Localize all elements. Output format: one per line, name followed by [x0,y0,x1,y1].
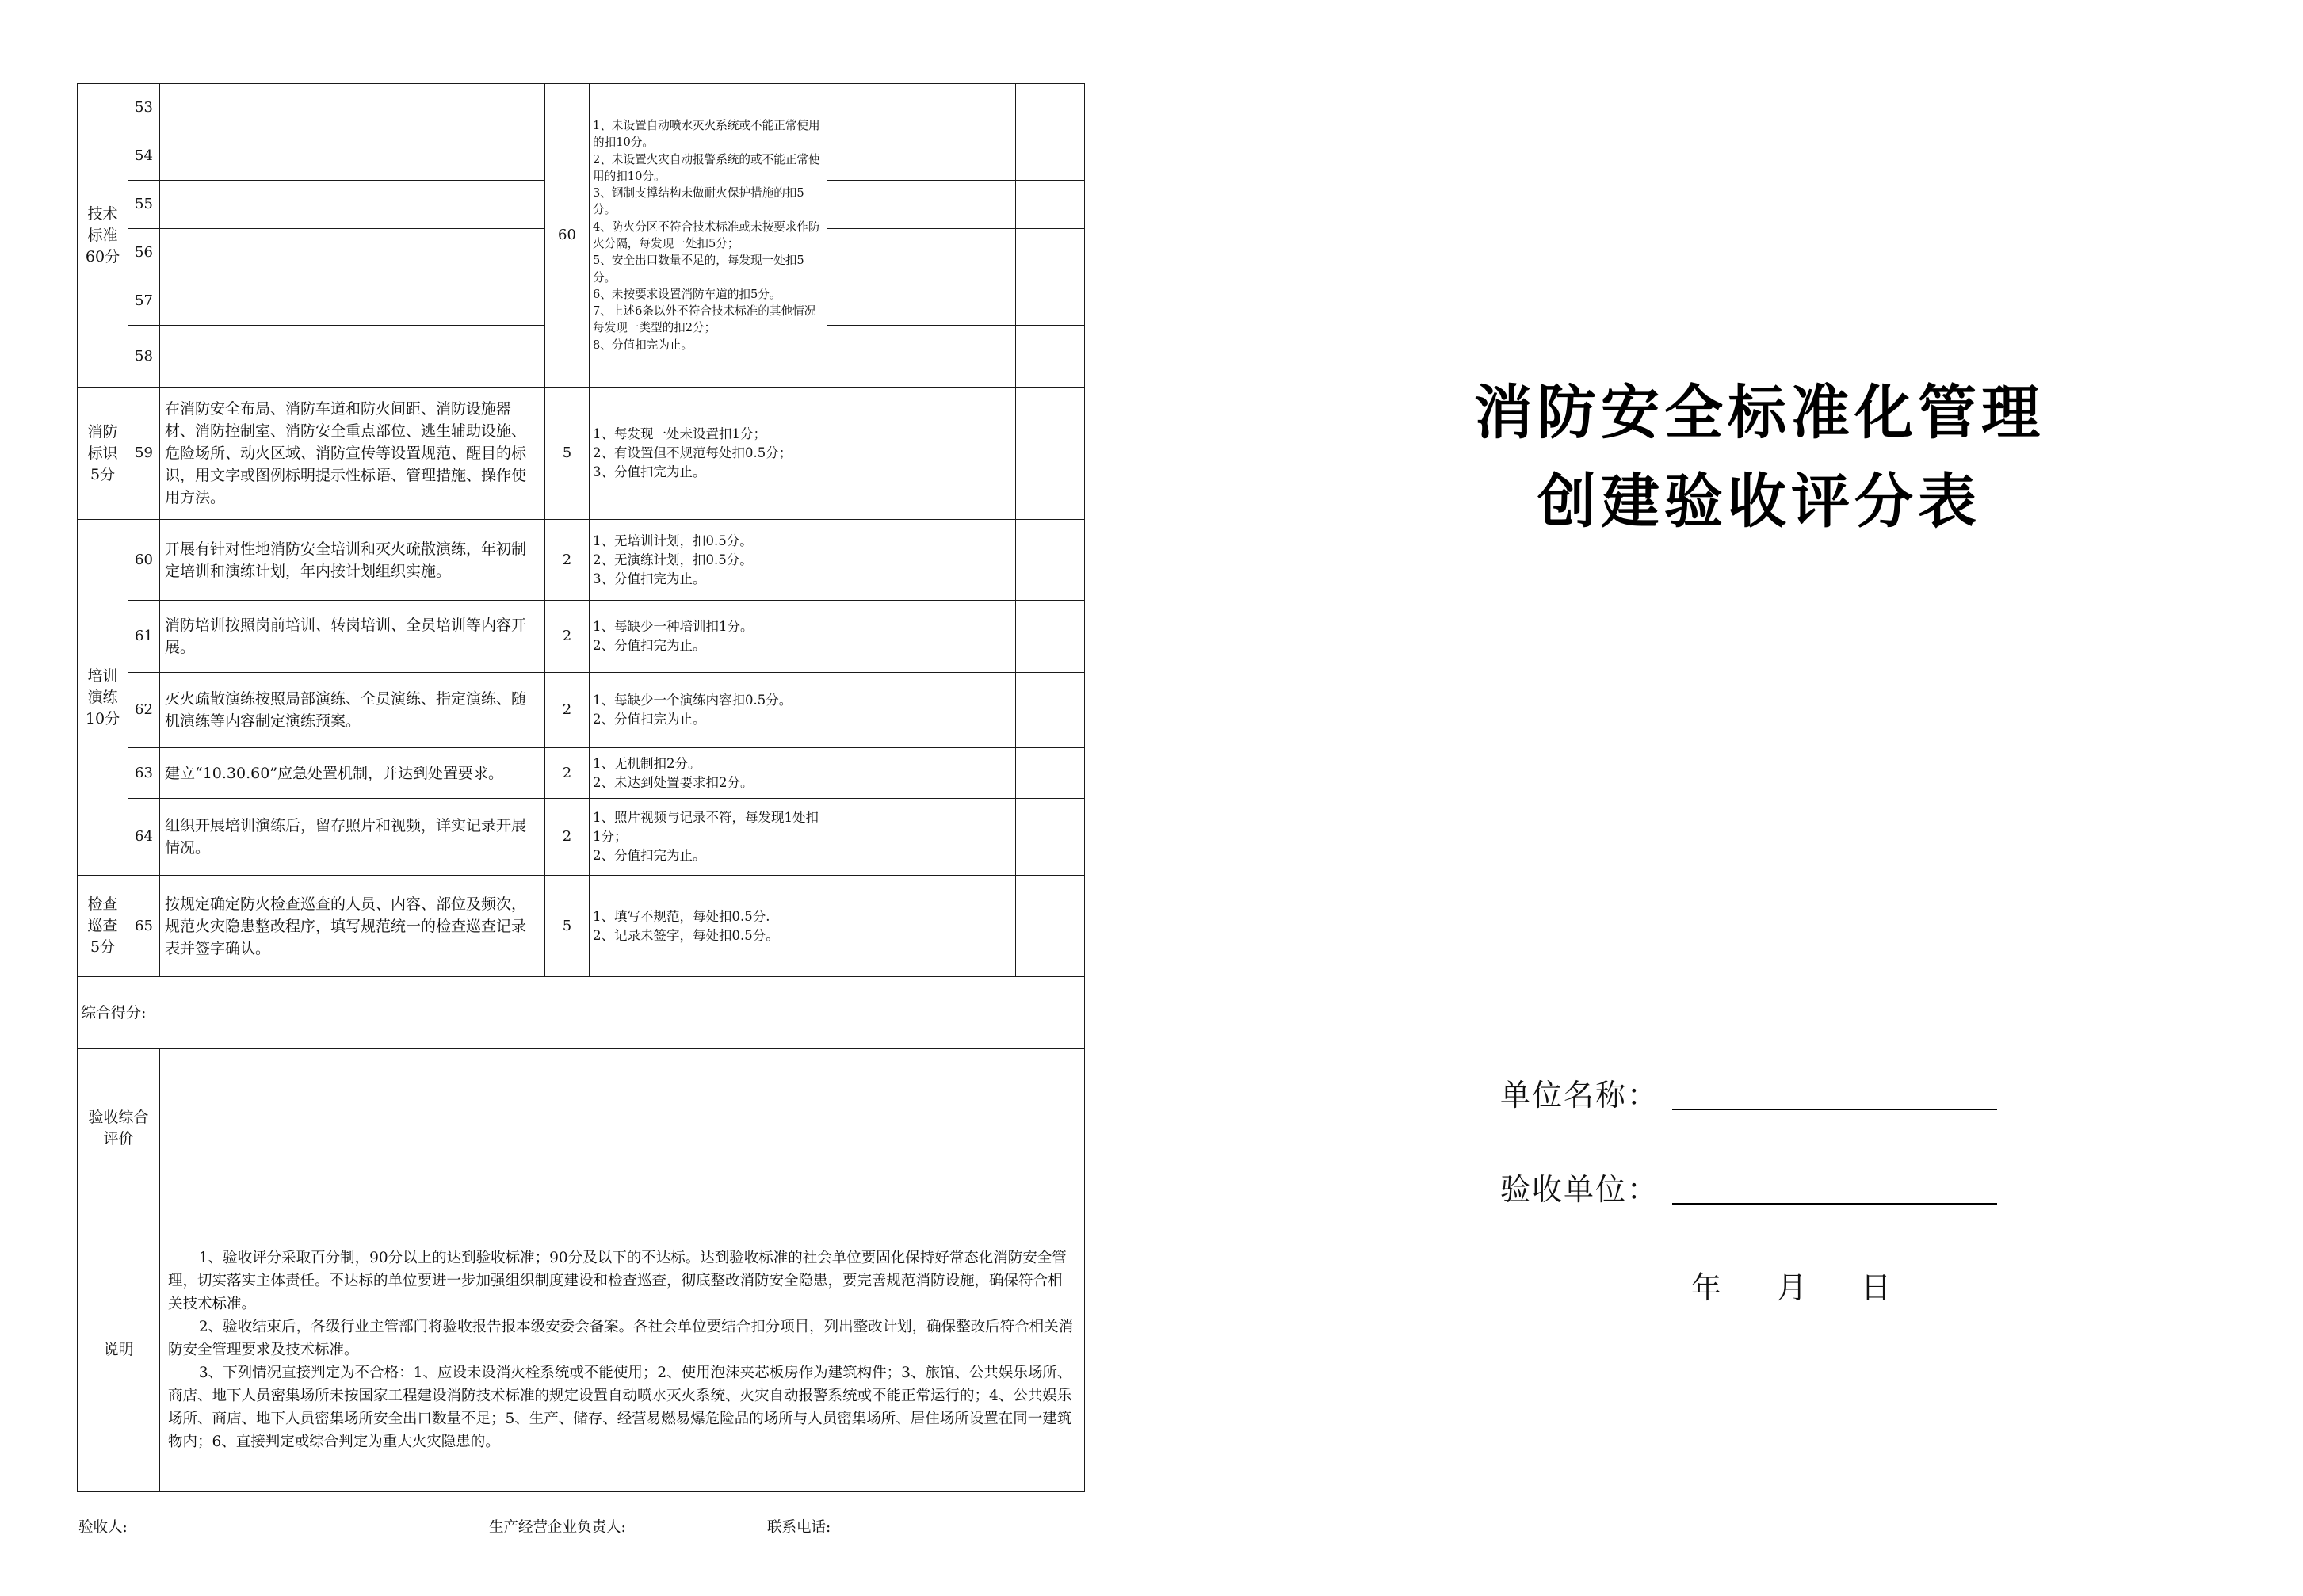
blank-cell [884,229,1016,277]
blank-cell [884,748,1016,799]
blank-cell [884,673,1016,748]
score-cell: 5 [545,388,590,520]
content-cell [160,326,545,388]
blank-cell [1016,601,1085,673]
blank-cell [884,799,1016,876]
blank-cell [827,277,884,326]
blank-cell [884,601,1016,673]
date-month: 月 [1777,1270,1808,1305]
item-number: 64 [128,799,160,876]
table-row [78,1049,1085,1208]
blank-cell [827,799,884,876]
blank-cell [1016,799,1085,876]
content-cell [160,277,545,326]
score-cell: 2 [545,520,590,601]
content-cell: 建立“10.30.60”应急处置机制，并达到处置要求。 [160,748,545,799]
blank-cell [1016,229,1085,277]
rule-cell: 1、每发现一处未设置扣1分； 2、有设置但不规范每处扣0.5分； 3、分值扣完为止。 [590,388,827,520]
content-cell: 消防培训按照岗前培训、转岗培训、全员培训等内容开展。 [160,601,545,673]
score-cell: 60 [545,84,590,388]
phone-field[interactable]: 联系电话: [767,1519,831,1536]
item-number: 63 [128,748,160,799]
blank-cell [1016,277,1085,326]
unit-name-label: 单位名称： [1500,1078,1659,1113]
blank-cell [827,388,884,520]
rule-cell: 1、未设置自动喷水灭火系统或不能正常使用的扣10分。 2、未设置火灾自动报警系统的或不能正常使用的扣10分。 3、钢制支撑结构未做耐火保护措施的扣5分。 4、防火分区不符合技术标准或未按要求作防火分隔，每发现一处扣5分； 5、安全出口数量不足的，每发现一处扣5分。 6、未按要求设置消防车道的扣5分。 7、上述6条以外不符合技术标准的其他情况每发现一类型的扣2分； 8、分值扣完为止。 [590,84,827,388]
blank-cell [827,132,884,181]
score-cell: 2 [545,673,590,748]
rule-cell: 1、照片视频与记录不符，每发现1处扣1分； 2、分值扣完为止。 [590,799,827,876]
blank-cell [884,520,1016,601]
acceptor-label: 验收单位： [1500,1172,1659,1207]
date-day: 日 [1861,1270,1892,1305]
item-number: 60 [128,520,160,601]
blank-cell [827,326,884,388]
rule-cell: 1、无培训计划，扣0.5分。 2、无演练计划，扣0.5分。 3、分值扣完为止。 [590,520,827,601]
content-cell [160,181,545,229]
content-cell: 在消防安全布局、消防车道和防火间距、消防设施器材、消防控制室、消防安全重点部位、逃生辅助设施、危险场所、动火区域、消防宣传等设置规范、醒目的标识，用文字或图例标明提示性标语、管理措施、操作使用方法。 [160,388,545,520]
table-row [78,520,1085,601]
item-number: 56 [128,229,160,277]
rule-cell: 1、无机制扣2分。 2、未达到处置要求扣2分。 [590,748,827,799]
blank-cell [884,84,1016,132]
item-number: 57 [128,277,160,326]
blank-cell [884,876,1016,977]
content-cell [160,229,545,277]
blank-cell [1016,388,1085,520]
item-number: 59 [128,388,160,520]
acceptor-input[interactable] [1672,1203,1997,1205]
blank-cell [827,84,884,132]
table-row [78,673,1085,748]
evaluation-field[interactable] [160,1049,1085,1208]
blank-cell [827,748,884,799]
manager-signature[interactable]: 生产经营企业负责人: [489,1519,626,1536]
blank-cell [1016,181,1085,229]
scoring-table [77,83,1085,1492]
category-cell: 培训 演练 10分 [78,520,128,876]
content-cell: 灭火疏散演练按照局部演练、全员演练、指定演练、随机演练等内容制定演练预案。 [160,673,545,748]
blank-cell [827,229,884,277]
table-row [78,601,1085,673]
rule-cell: 1、每缺少一种培训扣1分。 2、分值扣完为止。 [590,601,827,673]
item-number: 58 [128,326,160,388]
category-cell: 消防 标识 5分 [78,388,128,520]
blank-cell [1016,520,1085,601]
item-number: 62 [128,673,160,748]
content-cell: 组织开展培训演练后，留存照片和视频，详实记录开展情况。 [160,799,545,876]
score-cell: 2 [545,748,590,799]
date-year: 年 [1691,1270,1722,1305]
evaluation-label: 验收综合 评价 [78,1049,160,1208]
blank-cell [884,277,1016,326]
blank-cell [884,132,1016,181]
blank-cell [1016,673,1085,748]
rule-cell: 1、每缺少一个演练内容扣0.5分。 2、分值扣完为止。 [590,673,827,748]
total-score-field[interactable]: 综合得分: [78,977,1085,1049]
inspector-signature[interactable]: 验收人: [78,1519,128,1536]
blank-cell [827,673,884,748]
content-cell: 开展有针对性地消防安全培训和灭火疏散演练，年初制定培训和演练计划，年内按计划组织实施。 [160,520,545,601]
blank-cell [884,388,1016,520]
item-number: 54 [128,132,160,181]
notes-cell [160,1208,1085,1492]
notes-label: 说明 [78,1208,160,1492]
rule-cell: 1、填写不规范，每处扣0.5分. 2、记录未签字，每处扣0.5分。 [590,876,827,977]
item-number: 61 [128,601,160,673]
table-row [78,748,1085,799]
cover-title-line1: 消防安全标准化管理 [1474,379,2045,447]
unit-name-input[interactable] [1672,1109,1997,1110]
table-row [78,1208,1085,1492]
score-cell: 5 [545,876,590,977]
note-paragraph: 2、验收结束后，各级行业主管部门将验收报告报本级安委会备案。各社会单位要结合扣分项目，列出整改计划，确保整改后符合相关消防安全管理要求及技术标准。 [168,1319,1074,1358]
table-row [78,799,1085,876]
blank-cell [884,326,1016,388]
item-number: 53 [128,84,160,132]
table-row [78,977,1085,1049]
table-row [78,388,1085,520]
blank-cell [1016,748,1085,799]
note-paragraph: 1、验收评分采取百分制，90分以上的达到验收标准；90分及以下的不达标。达到验收标准的社会单位要固化保持好常态化消防安全管理，切实落实主体责任。不达标的单位要进一步加强组织制度建设和检查巡查，彻底整改消防安全隐患，要完善规范消防设施，确保符合相关技术标准。 [168,1250,1067,1312]
blank-cell [1016,132,1085,181]
blank-cell [827,520,884,601]
score-cell: 2 [545,799,590,876]
score-cell: 2 [545,601,590,673]
content-cell: 按规定确定防火检查巡查的人员、内容、部位及频次，规范火灾隐患整改程序，填写规范统一的检查巡查记录表并签字确认。 [160,876,545,977]
content-cell [160,84,545,132]
item-number: 65 [128,876,160,977]
blank-cell [827,876,884,977]
category-cell: 技术 标准 60分 [78,84,128,388]
note-paragraph: 3、下列情况直接判定为不合格：1、应设未设消火栓系统或不能使用；2、使用泡沫夹芯板房作为建筑构件；3、旅馆、公共娱乐场所、商店、地下人员密集场所未按国家工程建设消防技术标准的规定设置自动喷水灭火系统、火灾自动报警系统或不能正常运行的；4、公共娱乐场所、商店、地下人员密集场所安全出口数量不足；5、生产、储存、经营易燃易爆危险品的场所与人员密集场所、居住场所设置在同一建筑物内；6、直接判定或综合判定为重大火灾隐患的。 [168,1365,1072,1450]
blank-cell [884,181,1016,229]
content-cell [160,132,545,181]
blank-cell [1016,326,1085,388]
blank-cell [1016,876,1085,977]
blank-cell [827,181,884,229]
table-row [78,876,1085,977]
table-row [78,84,1085,132]
item-number: 55 [128,181,160,229]
cover-title-line2: 创建验收评分表 [1537,468,1981,536]
blank-cell [1016,84,1085,132]
blank-cell [827,601,884,673]
category-cell: 检查 巡查 5分 [78,876,128,977]
